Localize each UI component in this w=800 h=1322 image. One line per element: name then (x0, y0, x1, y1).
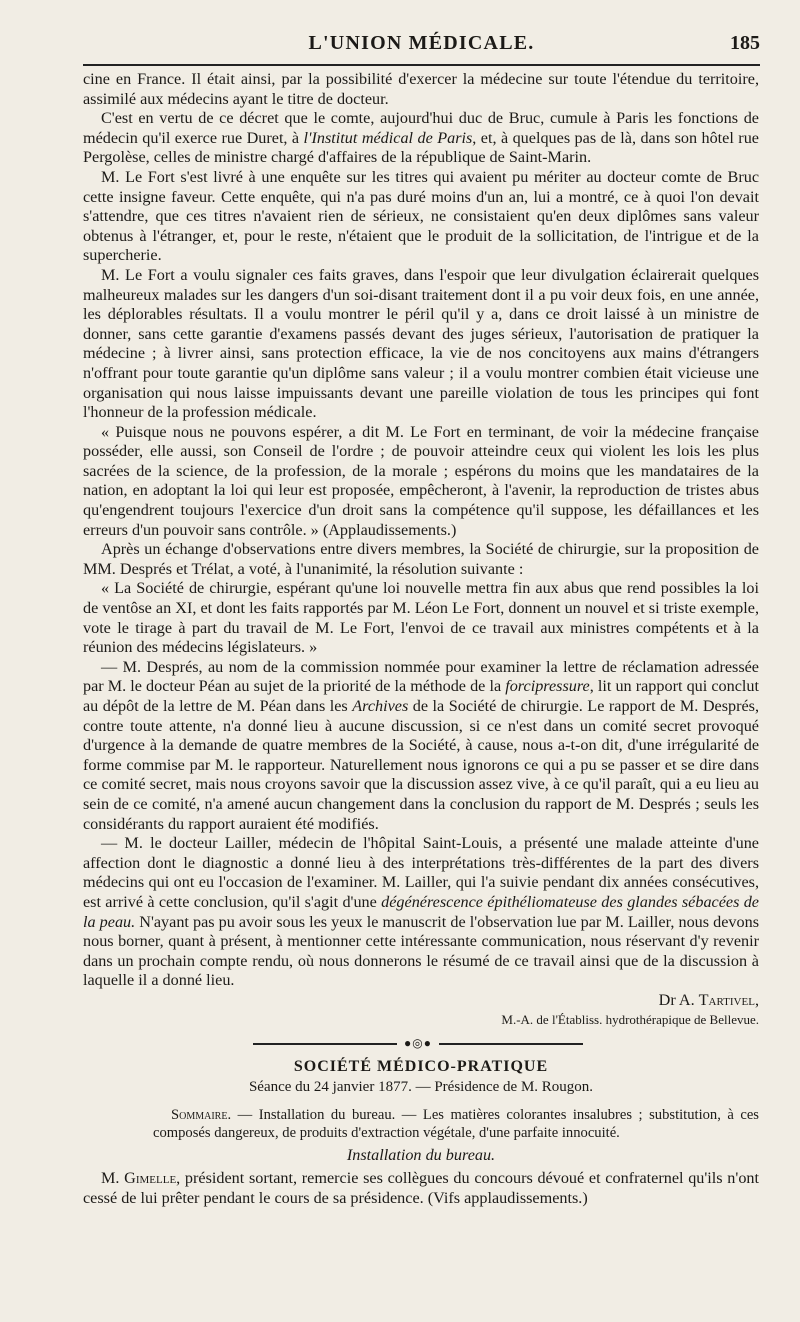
italic-text: Archives (352, 697, 409, 715)
italic-text: l'Institut médical de Paris (303, 128, 473, 147)
article-body (83, 70, 759, 1208)
running-title: L'UNION MÉDICALE. (308, 32, 535, 54)
section-divider (83, 1035, 759, 1053)
signature: Dr A. Tartivel, (658, 990, 759, 1009)
paragraph: M. Le Fort s'est livré à une enquête sur les titres qui avaient pu mériter au docteur comte de Bruc cette insigne faveur. Cette enquête, qui n'a pas duré moins d'un an, lui a montré, ce à quoi l'on devait s'attendre, que ces titres n'avaient rien de sérieux, ne consistaient qu'en deux diplômes sans valeur obtenus à l'étranger, et, pour le reste, n'étaient que le produit de la sollicitation, de l'intrigue et de la supercherie. (83, 167, 759, 265)
summary: Sommaire. — Installation du bureau. — Les matières colorantes insalubres ; substitution, à ces composés dangereux, de produits d'extraction végétale, d'une parfaite innocuité. (153, 1106, 759, 1141)
paragraph: — M. Després, au nom de la commission nommée pour examiner la lettre de réclamation adressée par M. le docteur Péan au sujet de la priorité de la méthode de la forcipressure, lit un rapport qui conclut au dépôt de la lettre de M. Péan dans les Archives de la Société de chirurgie. Le rapport de M. Després, contre toute attente, n'a donné lieu à aucune discussion, si ce n'est dans un comité secret provoqué d'urgence à la demande de quatre membres de la Société, à cause, nous a-t-on dit, d'une irrégularité de forme commise par M. le rapporteur. Naturellement nous ignorons ce qui a pu se passer et se dire dans ce comité secret, mais nous croyons savoir que la discussion assez vive, à ce qu'il paraît, qui a eu lieu au sein de ce comité, n'a amené aucun changement dans la conclusion du rapport de M. Després ; seuls les considérants du rapport auraient été modifiés. (83, 657, 760, 833)
paragraph: Après un échange d'observations entre divers membres, la Société de chirurgie, sur la proposition de MM. Després et Trélat, a voté, à l'unanimité, la résolution suivante : (83, 540, 759, 578)
paragraph: M. Le Fort a voulu signaler ces faits graves, dans l'espoir que leur divulgation éclairerait quelques malheureux malades sur les dangers d'un soi-disant traitement dont il a pu voir deux fois, en une année, les déplorables résultats. Il a voulu montrer le péril qu'il y a, dans ce droit laissé à un ministre de donner, sans cette garantie d'examens passés devant des juges sérieux, l'autorisation de pratiquer la médecine ; à livrer ainsi, sans protection efficace, la vie de nos concitoyens aux mains d'étrangers n'offrant pour toute garantie qu'un diplôme sans valeur ; il a voulu montrer combien était vicieuse une organisation qui nous laisse impuissants devant une pareille violation de tous les principes qui font l'honneur de la profession médicale. (83, 265, 759, 422)
speaker-name: M. Gimelle (101, 1169, 177, 1188)
paragraph: M. Gimelle, président sortant, remercie ses collègues du concours dévoué et confraternel qu'ils n'ont cessé de lui prêter pendant le cours de sa présidence. (Vifs applaudissements.) (83, 1169, 760, 1207)
sub-heading: Installation du bureau. (346, 1145, 496, 1164)
paragraph: — M. le docteur Lailler, médecin de l'hôpital Saint-Louis, a présenté une malade atteinte d'une affection dont le diagnostic a donné lieu à des interprétations très-différentes de la part des divers médecins qui ont eu l'occasion de l'examiner. M. Lailler, qui l'a suivie pendant dix années consécutives, est arrivé à cette conclusion, qu'il s'agit d'une dégénérescence épithéliomateuse des glandes sébacées de la peau. N'ayant pas pu avoir sous les yeux le manuscrit de l'observation lue par M. Lailler, nous devons nous borner, quant à présent, à mentionner cette intéressante communication, nous réservant d'y revenir dans un prochain compte rendu, où nous donnerons le résumé de ce travail ainsi que de la discussion à laquelle il a donné lieu. (83, 834, 759, 990)
paragraph: C'est en vertu de ce décret que le comte, aujourd'hui duc de Bruc, cumule à Paris les fonctions de médecin qu'il exerce rue Duret, à l'Institut médical de Paris, et, à quelques pas de là, dans son hôtel rue Pergolèse, celles de ministre chargé d'affaires de la république de Saint-Marin. (83, 109, 759, 167)
session-line: Séance du 24 janvier 1877. — Présidence de M. Rougon. (248, 1079, 594, 1096)
page-header (83, 32, 760, 62)
page-number: 185 (730, 32, 760, 54)
section-title: SOCIÉTÉ MÉDICO-PRATIQUE (293, 1057, 549, 1075)
header-rule (83, 64, 760, 66)
italic-text: forcipressure (505, 677, 590, 696)
paragraph: cine en France. Il était ainsi, par la possibilité d'exercer la médecine sur toute l'étendue du territoire, assimilé aux médecins ayant le titre de docteur. (83, 70, 759, 108)
ornament-icon: ●◎● (397, 1035, 439, 1051)
paragraph: « Puisque nous ne pouvons espérer, a dit M. Le Fort en terminant, de voir la médecine française posséder, elle aussi, son Conseil de l'ordre ; de pouvoir atteindre ceux qui violent les lois les plus sacrées de la science, de la profession, de la morale ; espérons du moins que les mandataires de la nation, en adoptant la loi qui leur est proposée, empêcheront, à l'avenir, la reproduction de tristes abus qu'engendrent toujours l'exercice d'un droit sans la compétence qu'il suppose, les défaillances et les erreurs d'un pouvoir sans contrôle. » (Applaudissements.) (83, 422, 759, 539)
italic-text: dégénérescence épithéliomateuse des glandes sébacées de la peau. (83, 892, 759, 931)
signature-affiliation: M.-A. de l'Établiss. hydrothérapique de Bellevue. (501, 1011, 759, 1027)
paragraph: « La Société de chirurgie, espérant qu'une loi nouvelle mettra fin aux abus que rend possibles la loi de ventôse an XI, et dont les faits rapportés par M. Léon Le Fort, donnent un nouvel et si triste exemple, vote le tirage à part du travail de M. Le Fort, l'envoi de ce travail aux ministres compétents et à la réunion des médecins législateurs. » (83, 579, 759, 657)
